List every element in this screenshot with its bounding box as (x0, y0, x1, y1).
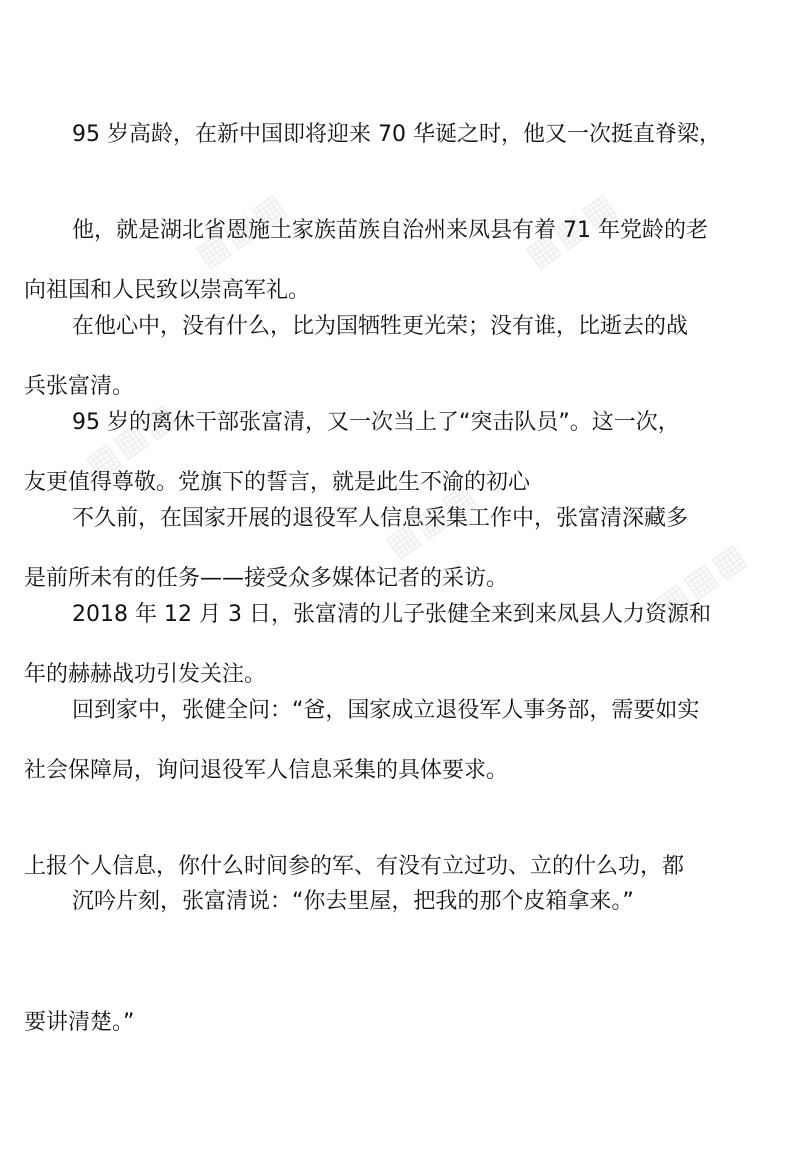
watermark: ▦▦▦ (647, 534, 755, 626)
paragraph-line: 回到家中，张健全问：“爸，国家成立退役军人事务部，需要如实 (72, 698, 700, 723)
watermark: ▦▦▦ (517, 184, 625, 276)
watermark: ▦▦▦ (187, 184, 295, 276)
paragraph (0, 772, 800, 1032)
paragraph-line: 他，就是湖北省恩施土家族苗族自治州来凤县有着 71 年党龄的老 (72, 218, 708, 243)
watermark: ▦▦▦ (77, 394, 185, 486)
paragraph-line: 95 岁高龄，在新中国即将迎来 70 华诞之时，他又一次挺直脊梁， (72, 122, 721, 147)
paragraph-line: 友更值得尊敬。党旗下的誓言，就是此生不渝的初心 (24, 470, 531, 495)
paragraph-line: 95 岁的离休干部张富清，又一次当上了“突击队员”。这一次， (72, 410, 680, 435)
paragraph-line: 是前所未有的任务——接受众多媒体记者的采访。 (24, 566, 509, 591)
paragraph-line: 沉吟片刻，张富清说：“你去里屋，把我的那个皮箱拿来。” (72, 889, 634, 914)
paragraph-line: 向祖国和人民致以崇高军礼。 (24, 278, 311, 303)
paragraph-line: 兵张富清。 (24, 374, 135, 399)
paragraph-line: 社会保障局，询问退役军人信息采集的具体要求。 (24, 758, 509, 783)
paragraph-line: 2018 年 12 月 3 日，张富清的儿子张健全来到来凤县人力资源和 (72, 602, 711, 627)
watermark: ▦▦▦ (377, 474, 485, 566)
paragraph-line: 要讲清楚。” (24, 1010, 135, 1035)
paragraph-line: 在他心中，没有什么，比为国牺牲更光荣；没有谁，比逝去的战 (72, 314, 689, 339)
paragraph-line: 年的赫赫战功引发关注。 (24, 662, 267, 687)
paragraph-line: 不久前，在国家开展的退役军人信息采集工作中，张富清深藏多 (72, 506, 689, 531)
paragraph-line: 上报个人信息，你什么时间参的军、有没有立过功、立的什么功，都 (24, 854, 685, 879)
